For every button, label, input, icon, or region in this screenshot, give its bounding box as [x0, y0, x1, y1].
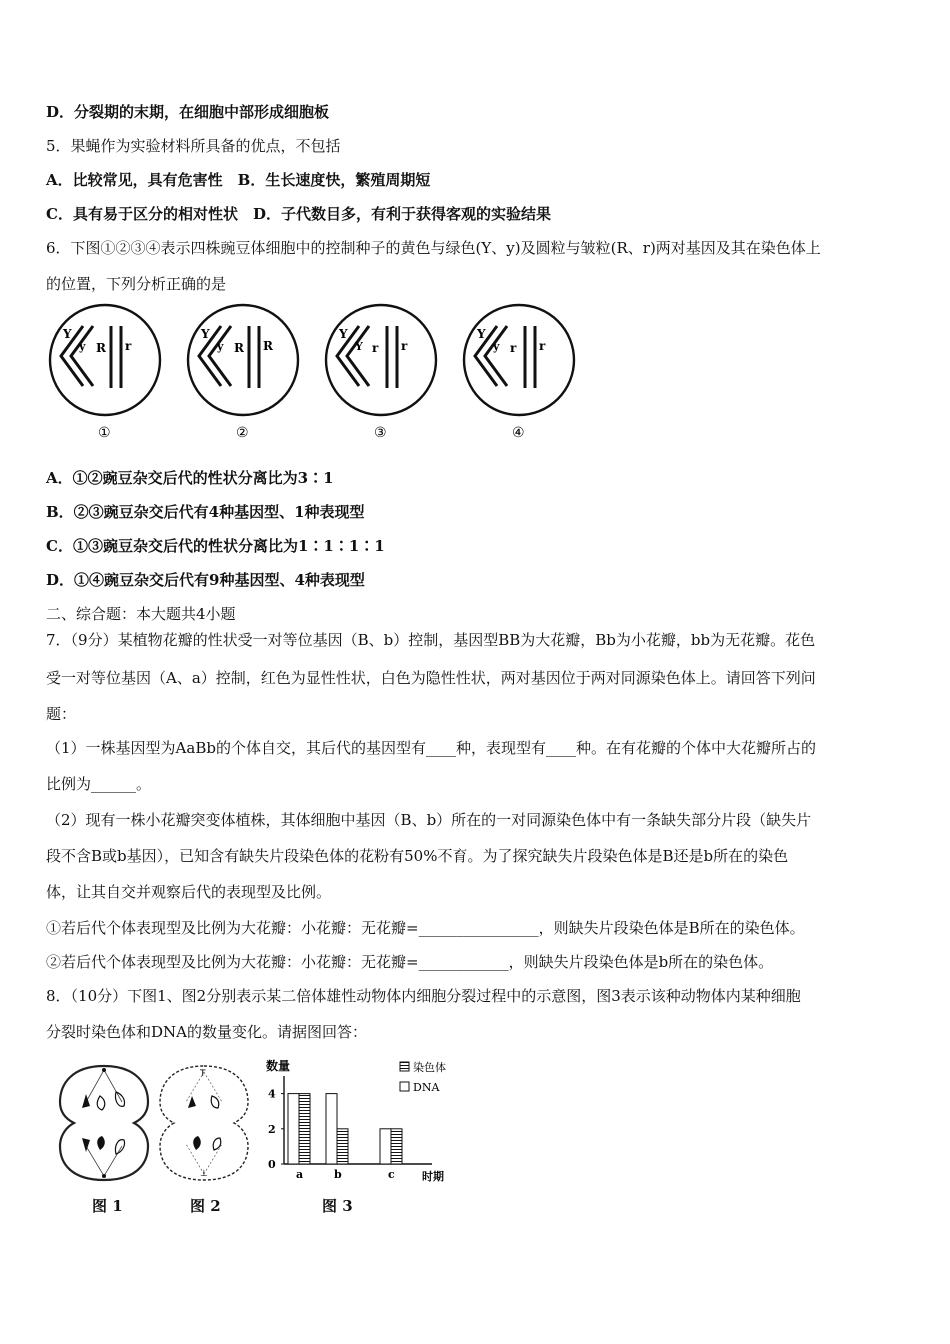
- bent-chromosome: [209, 326, 231, 386]
- cell-membrane: [50, 305, 160, 415]
- question-8-cont: 分裂时染色体和DNA的数量变化。请据图回答：: [46, 1023, 367, 1041]
- figure-1-caption: 图 1: [92, 1197, 123, 1215]
- gene-label-right-2: r: [539, 339, 546, 353]
- options-q5-cd: C．具有易于区分的相对性状 D．子代数目多，有利于获得客观的实验结果: [46, 205, 551, 223]
- svg-text:⊥: ⊥: [200, 1169, 208, 1179]
- question-6: 6．下图①②③④表示四株豌豆体细胞中的控制种子的黄色与绿色(Y、y)及圆粒与皱粒(R、r)两对基因及其在染色体上: [46, 239, 821, 257]
- legend-swatch-chromosome: [400, 1062, 409, 1071]
- option-a-q6: A．①②豌豆杂交后代的性状分离比为3∶1: [46, 469, 334, 487]
- legend-label-chromosome: 染色体: [413, 1061, 446, 1074]
- figure-2-cell: [156, 1062, 252, 1184]
- option-b-q6: B．②③豌豆杂交后代有4种基因型、1种表现型: [46, 503, 365, 521]
- cell-number-label: ③: [374, 425, 387, 441]
- options-q5-ab: A．比较常见，具有危害性 B．生长速度快，繁殖周期短: [46, 171, 431, 189]
- gene-label-left-1: Y: [477, 327, 486, 341]
- x-tick-label: c: [388, 1168, 395, 1181]
- bar-chromosome-b: [337, 1129, 348, 1164]
- option-d-q4: D．分裂期的末期，在细胞中部形成细胞板: [46, 103, 330, 121]
- question-8: 8．（10分）下图1、图2分别表示某二倍体雄性动物体内细胞分裂过程中的示意图，图3表示该种动物体内某种细胞: [46, 987, 801, 1005]
- legend-label-dna: DNA: [413, 1081, 440, 1094]
- question-6-cont: 的位置，下列分析正确的是: [46, 275, 227, 293]
- x-tick-label: b: [334, 1168, 342, 1181]
- bar-dna-a: [288, 1094, 299, 1164]
- gene-label-left-2: y: [493, 340, 500, 353]
- question-7-case1: ①若后代个体表现型及比例为大花瓣：小花瓣：无花瓣=________________，则缺失片段染色体是B所在的染色体。: [46, 919, 805, 937]
- section-heading: 二、综合题：本大题共4小题: [46, 605, 236, 623]
- question-7-cont2: 题：: [46, 705, 77, 723]
- question-7-part1-cont: 比例为______。: [46, 775, 152, 793]
- bar-chromosome-a: [299, 1094, 310, 1164]
- gene-label-left-2: y: [217, 340, 224, 353]
- question-7-cont1: 受一对等位基因（A、a）控制，红色为显性性状，白色为隐性性状，两对基因位于两对同源染色体上。请回答下列问: [46, 669, 816, 687]
- y-tick-label: 0: [268, 1158, 276, 1171]
- figure-3-chart: [262, 1058, 462, 1184]
- bar-chromosome-c: [391, 1129, 402, 1164]
- cell-1: [50, 305, 160, 441]
- question-7-part2-cont1: 段不含B或b基因），已知含有缺失片段染色体的花粉有50%不育。为了探究缺失片段染色体是B还是b所在的染色: [46, 847, 789, 865]
- x-tick-label: a: [296, 1168, 304, 1181]
- gene-label-right-1: R: [96, 341, 106, 355]
- y-tick-label: 2: [268, 1122, 276, 1136]
- bent-chromosome: [485, 326, 507, 386]
- gene-label-right-2: r: [125, 339, 132, 353]
- chromosome-cells-figure: [40, 300, 580, 448]
- gene-label-left-2: y: [79, 340, 86, 353]
- question-7: 7．（9分）某植物花瓣的性状受一对等位基因（B、b）控制，基因型BB为大花瓣，Bb为小花瓣，bb为无花瓣。花色: [46, 631, 816, 649]
- gene-label-right-1: R: [234, 341, 244, 355]
- gene-label-left-2: Y: [355, 340, 363, 353]
- gene-label-left-1: Y: [339, 327, 348, 341]
- option-d-q6: D．①④豌豆杂交后代有9种基因型、4种表现型: [46, 571, 365, 589]
- question-7-part2-cont2: 体，让其自交并观察后代的表现型及比例。: [46, 883, 332, 901]
- figure-1-cell: [56, 1062, 152, 1184]
- option-c-q6: C．①③豌豆杂交后代的性状分离比为1∶1∶1∶1: [46, 537, 385, 555]
- cell-number-label: ①: [98, 425, 111, 441]
- gene-label-left-1: Y: [63, 327, 72, 341]
- question-7-part1: （1）一株基因型为AaBb的个体自交，其后代的基因型有____种，表现型有____种。在有花瓣的个体中大花瓣所占的: [46, 739, 816, 757]
- cell-2: [188, 305, 298, 441]
- svg-text:T: T: [200, 1069, 206, 1079]
- gene-label-right-1: r: [372, 341, 379, 355]
- gene-label-right-2: R: [263, 339, 273, 353]
- bent-chromosome: [347, 326, 369, 386]
- x-axis-label: 时期: [422, 1170, 444, 1183]
- gene-label-left-1: Y: [201, 327, 210, 341]
- cell-membrane: [464, 305, 574, 415]
- cell-membrane: [326, 305, 436, 415]
- y-axis-label: 数量: [266, 1059, 291, 1073]
- bent-chromosome: [71, 326, 93, 386]
- cell-number-label: ④: [512, 425, 525, 441]
- cell-membrane: [188, 305, 298, 415]
- figure-2-caption: 图 2: [190, 1197, 221, 1215]
- cell-number-label: ②: [236, 425, 249, 441]
- gene-label-right-2: r: [401, 339, 408, 353]
- bar-dna-c: [380, 1129, 391, 1164]
- y-tick-label: 4: [268, 1087, 276, 1101]
- question-7-part2: （2）现有一株小花瓣突变体植株，其体细胞中基因（B、b）所在的一对同源染色体中有一条缺失部分片段（缺失片: [46, 811, 812, 829]
- legend-swatch-dna: [400, 1082, 409, 1091]
- cell-3: [326, 305, 436, 441]
- cell-4: [464, 305, 574, 441]
- bar-dna-b: [326, 1094, 337, 1164]
- figure-3-caption: 图 3: [322, 1197, 353, 1215]
- question-5: 5．果蝇作为实验材料所具备的优点，不包括: [46, 137, 341, 155]
- gene-label-right-1: r: [510, 341, 517, 355]
- question-7-case2: ②若后代个体表现型及比例为大花瓣：小花瓣：无花瓣=____________，则缺失片段染色体是b所在的染色体。: [46, 953, 774, 971]
